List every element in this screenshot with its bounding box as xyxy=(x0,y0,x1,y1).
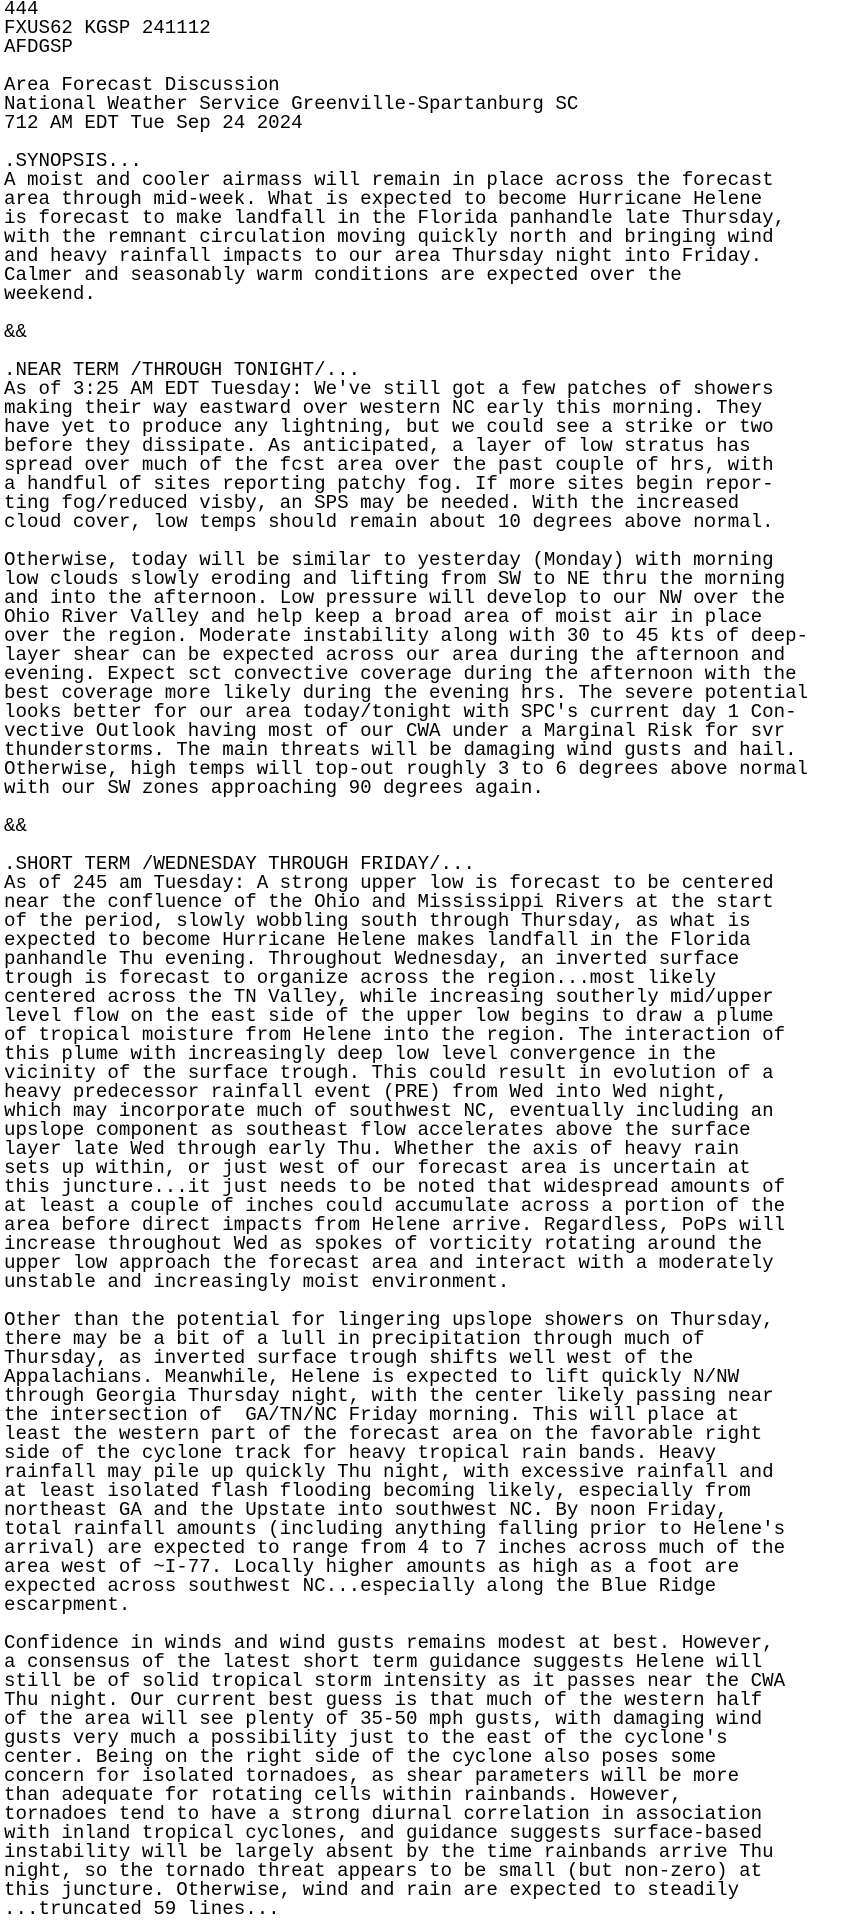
forecast-discussion-text: 444 FXUS62 KGSP 241112 AFDGSP Area Forecast Discussion National Weather Service Greenville-Spartanburg SC 712 AM EDT Tue Sep 24 2024 .SYNOPSIS... A moist and cooler airmass will remain in place across the forecast area through mid-week. What is expected to become Hurricane Helene is forecast to make landfall in the Florida panhandle late Thursday, with the remnant circulation moving quickly north and bringing wind and heavy rainfall impacts to our area Thursday night into Friday. Calmer and seasonably warm conditions are expected over the weekend. && .NEAR TERM /THROUGH TONIGHT/... As of 3:25 AM EDT Tuesday: We've still got a few patches of showers making their way eastward over western NC early this morning. They have yet to produce any lightning, but we could see a strike or two before they dissipate. As anticipated, a layer of low stratus has spread over much of the fcst area over the past couple of hrs, with a handful of sites reporting patchy fog. If more sites begin repor- ting fog/reduced visby, an SPS may be needed. With the increased cloud cover, low temps should remain about 10 degrees above normal. Otherwise, today will be similar to yesterday (Monday) with morning low clouds slowly eroding and lifting from SW to NE thru the morning and into the afternoon. Low pressure will develop to our NW over the Ohio River Valley and help keep a broad area of moist air in place over the region. Moderate instability along with 30 to 45 kts of deep- layer shear can be expected across our area during the afternoon and evening. Expect sct convective coverage during the afternoon with the best coverage more likely during the evening hrs. The severe potential looks better for our area today/tonight with SPC's current day 1 Con- vective Outlook having most of our CWA under a Marginal Risk for svr thunderstorms. The main threats will be damaging wind gusts and hail. Otherwise, high temps will top-out roughly 3 to 6 degrees above normal with our SW zones approaching 90 degrees again. && .SHORT TERM /WEDNESDAY THROUGH FRIDAY/... As of 245 am Tuesday: A strong upper low is forecast to be centered near the confluence of the Ohio and Mississippi Rivers at the start of the period, slowly wobbling south through Thursday, as what is expected to become Hurricane Helene makes landfall in the Florida panhandle Thu evening. Throughout Wednesday, an inverted surface trough is forecast to organize across the region...most likely centered across the TN Valley, while increasing southerly mid/upper level flow on the east side of the upper low begins to draw a plume of tropical moisture from Helene into the region. The interaction of this plume with increasingly deep low level convergence in the vicinity of the surface trough. This could result in evolution of a heavy predecessor rainfall event (PRE) from Wed into Wed night, which may incorporate much of southwest NC, eventually including an upslope component as southeast flow accelerates above the surface layer late Wed through early Thu. Whether the axis of heavy rain sets up within, or just west of our forecast area is uncertain at this juncture...it just needs to be noted that widespread amounts of at least a couple of inches could accumulate across a portion of the area before direct impacts from Helene arrive. Regardless, PoPs will increase throughout Wed as spokes of vorticity rotating around the upper low approach the forecast area and interact with a moderately unstable and increasingly moist environment. Other than the potential for lingering upslope showers on Thursday, there may be a bit of a lull in precipitation through much of Thursday, as inverted surface trough shifts well west of the Appalachians. Meanwhile, Helene is expected to lift quickly N/NW through Georgia Thursday night, with the center likely passing near the intersection of GA/TN/NC Friday morning. This will place at least the western part of the forecast area on the favorable right side of the cyclone track for heavy tropical rain bands. Heavy rainfall may pile up quickly Thu night, with excessive rainfall and at least isolated flash flooding becoming likely, especially from northeast GA and the Upstate into southwest NC. By noon Friday, total rainfall amounts (including anything falling prior to Helene's arrival) are expected to range from 4 to 7 inches across much of the area west of ~I-77. Locally higher amounts as high as a foot are expected across southwest NC...especially along the Blue Ridge escarpment. Confidence in winds and wind gusts remains modest at best. However, a consensus of the latest short term guidance suggests Helene will still be of solid tropical storm intensity as it passes near the CWA Thu night. Our current best guess is that much of the western half of the area will see plenty of 35-50 mph gusts, with damaging wind gusts very much a possibility just to the east of the cyclone's center. Being on the right side of the cyclone also poses some concern for isolated tornadoes, as shear parameters will be more than adequate for rotating cells within rainbands. However, tornadoes tend to have a strong diurnal correlation in association with inland tropical cyclones, and guidance suggests surface-based instability will be largely absent by the time rainbands arrive Thu night, so the tornado threat appears to be small (but non-zero) at this juncture. Otherwise, wind and rain are expected to steadily ...truncated 59 lines... xyxy=(4,0,809,1920)
